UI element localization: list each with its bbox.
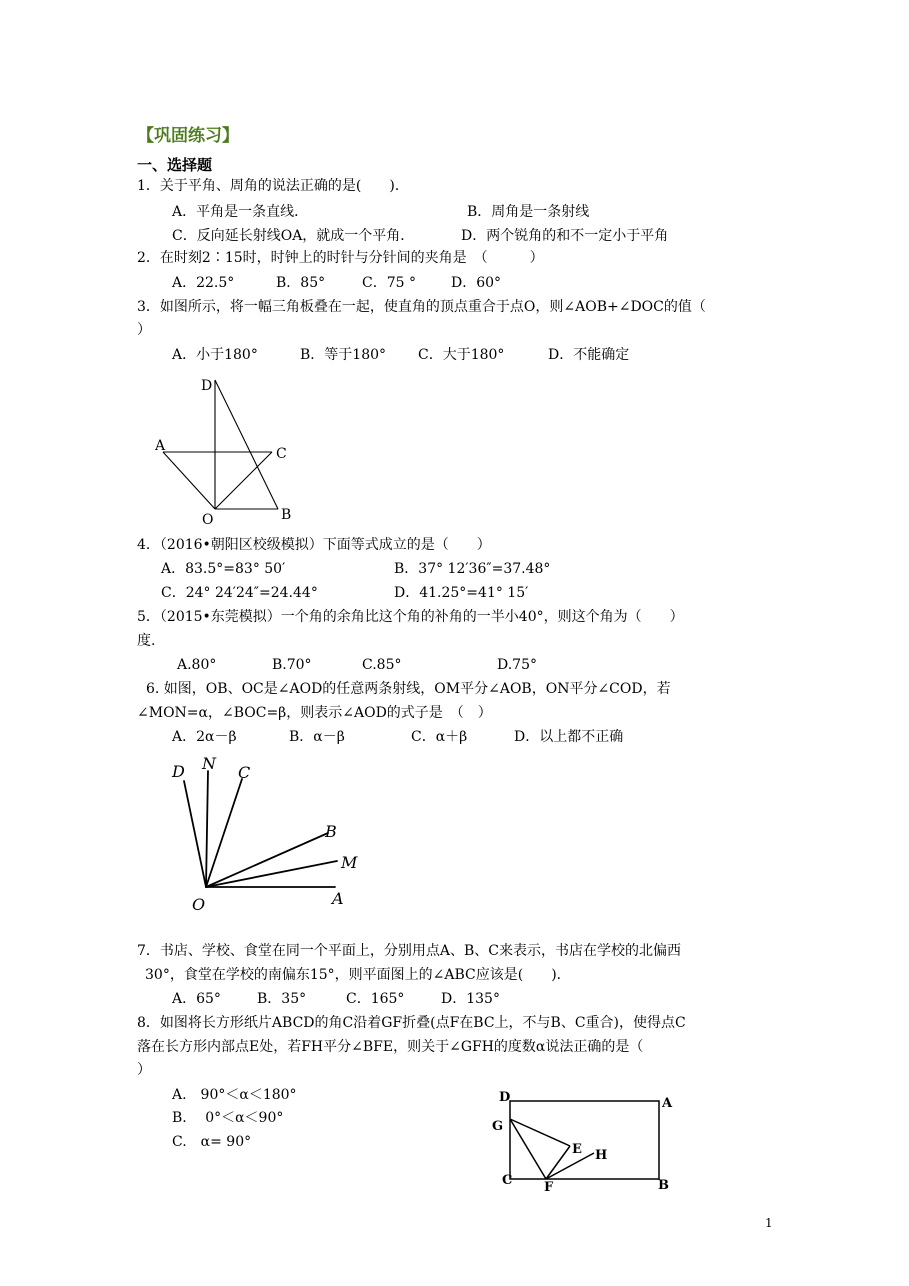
question-1-option-b: B．周角是一条射线 bbox=[467, 204, 590, 220]
question-5-option-b: B.70° bbox=[272, 657, 312, 673]
question-3-option-c: C．大于180° bbox=[418, 347, 505, 363]
point-label-o: O bbox=[202, 512, 214, 528]
segment-oc bbox=[215, 452, 272, 509]
question-2-option-b: B．85° bbox=[276, 275, 326, 291]
ray-oc bbox=[206, 779, 242, 887]
point-label-d: D bbox=[201, 378, 213, 394]
question-5-option-d: D.75° bbox=[497, 657, 537, 673]
point-label-h: H bbox=[595, 1148, 608, 1163]
ray-on bbox=[206, 771, 208, 887]
question-1-option-a: A．平角是一条直线． bbox=[172, 204, 309, 220]
question-6-option-b: B．α－β bbox=[289, 729, 345, 745]
question-2-option-a: A．22.5° bbox=[172, 275, 235, 291]
question-6-figure bbox=[165, 753, 365, 918]
question-7-option-a: A．65° bbox=[172, 991, 221, 1007]
question-5-option-c: C.85° bbox=[362, 657, 402, 673]
point-label-b: B bbox=[281, 507, 292, 523]
ray-label-o: O bbox=[192, 895, 206, 914]
question-5-option-a: A.80° bbox=[177, 657, 217, 673]
segment-db bbox=[215, 380, 278, 509]
question-6-option-c: C．α＋β bbox=[411, 729, 468, 745]
ray-label-m: M bbox=[341, 853, 358, 872]
question-6-stem-line-1: 6. 如图，OB、OC是∠AOD的任意两条射线，OM平分∠AOB，ON平分∠COD，若 bbox=[146, 681, 671, 697]
rectangle-abcd bbox=[510, 1101, 659, 1179]
ray-label-a: A bbox=[332, 889, 344, 908]
question-6-option-a: A．2α－β bbox=[172, 729, 237, 745]
question-2-stem: 2．在时刻2∶15时，时钟上的时针与分针间的夹角是 （ ） bbox=[137, 250, 544, 266]
question-7-stem-line-1: 7．书店、学校、食堂在同一个平面上，分别用点A、B、C来表示，书店在学校的北偏西 bbox=[137, 943, 682, 959]
page-number: 1 bbox=[765, 1216, 773, 1230]
question-3-stem-line-2: ） bbox=[137, 322, 151, 338]
point-label-c: C bbox=[276, 446, 287, 462]
section-heading: 【巩固练习】 bbox=[137, 126, 239, 146]
ray-label-d: D bbox=[172, 762, 185, 781]
question-5-stem-line-2: 度. bbox=[137, 633, 156, 649]
question-1-option-d: D．两个锐角的和不一定小于平角 bbox=[461, 228, 669, 244]
question-8-option-a: A. 90°＜α＜180° bbox=[172, 1087, 297, 1103]
ray-label-b: B bbox=[325, 822, 337, 841]
question-8-stem-line-3: ） bbox=[137, 1062, 151, 1078]
question-4-option-b: B．37° 12′36″=37.48° bbox=[394, 561, 551, 577]
point-label-d: D bbox=[499, 1090, 511, 1105]
point-label-g: G bbox=[492, 1119, 504, 1134]
question-8-figure bbox=[488, 1085, 688, 1200]
question-4-option-c: C．24° 24′24″=24.44° bbox=[161, 585, 318, 601]
question-5-stem-line-1: 5．（2015•东莞模拟）一个角的余角比这个角的补角的一半小40°，则这个角为（ ） bbox=[137, 609, 684, 625]
question-7-option-b: B．35° bbox=[257, 991, 307, 1007]
question-8-option-b: B. 0°＜α＜90° bbox=[172, 1110, 284, 1126]
question-8-option-c: C. α= 90° bbox=[172, 1134, 252, 1150]
question-8-stem-line-1: 8．如图将长方形纸片ABCD的角C沿着GF折叠(点F在BC上，不与B、C重合)，使得点C bbox=[137, 1015, 686, 1031]
segment-ge bbox=[510, 1119, 570, 1146]
question-6-stem-line-2: ∠MON=α，∠BOC=β，则表示∠AOD的式子是 （ ） bbox=[137, 705, 492, 721]
section-title: 一、选择题 bbox=[137, 156, 213, 174]
question-2-option-d: D．60° bbox=[451, 275, 502, 291]
ray-label-n: N bbox=[202, 754, 216, 773]
question-2-option-c: C．75 ° bbox=[362, 275, 416, 291]
question-6-option-d: D．以上都不正确 bbox=[514, 729, 624, 745]
question-4-option-a: A．83.5°=83° 50′ bbox=[161, 561, 286, 577]
ray-ob bbox=[206, 833, 328, 887]
point-label-b: B bbox=[658, 1178, 669, 1193]
question-1-stem: 1．关于平角、周角的说法正确的是( )． bbox=[137, 178, 409, 194]
question-7-option-c: C．165° bbox=[346, 991, 405, 1007]
question-4-stem: 4．（2016•朝阳区校级模拟）下面等式成立的是（ ） bbox=[137, 537, 491, 553]
question-3-option-b: B．等于180° bbox=[300, 347, 387, 363]
ray-label-c: C bbox=[238, 763, 251, 782]
point-label-a: A bbox=[662, 1096, 673, 1111]
ray-om bbox=[206, 861, 337, 887]
question-3-option-d: D．不能确定 bbox=[548, 347, 630, 363]
segment-fh bbox=[546, 1153, 594, 1179]
point-label-f: F bbox=[544, 1180, 554, 1195]
question-3-stem-line-1: 3．如图所示，将一幅三角板叠在一起，使直角的顶点重合于点O，则∠AOB+∠DOC的值（ bbox=[137, 299, 706, 315]
question-7-stem-line-2: 30°，食堂在学校的南偏东15°，则平面图上的∠ABC应该是( )． bbox=[145, 967, 571, 983]
segment-ao bbox=[163, 452, 215, 509]
point-label-e: E bbox=[572, 1142, 582, 1157]
question-3-figure bbox=[150, 372, 310, 532]
question-8-stem-line-2: 落在长方形内部点E处，若FH平分∠BFE，则关于∠GFH的度数α说法正确的是（ bbox=[137, 1039, 644, 1055]
segment-ef bbox=[546, 1146, 570, 1179]
question-3-option-a: A．小于180° bbox=[172, 347, 258, 363]
point-label-a: A bbox=[155, 438, 166, 454]
question-7-option-d: D．135° bbox=[441, 991, 500, 1007]
question-4-option-d: D．41.25°=41° 15′ bbox=[394, 585, 529, 601]
segment-gf bbox=[510, 1119, 546, 1179]
ray-od bbox=[184, 781, 206, 887]
point-label-c: C bbox=[502, 1173, 513, 1188]
question-1-option-c: C．反向延长射线OA，就成一个平角． bbox=[172, 228, 415, 244]
